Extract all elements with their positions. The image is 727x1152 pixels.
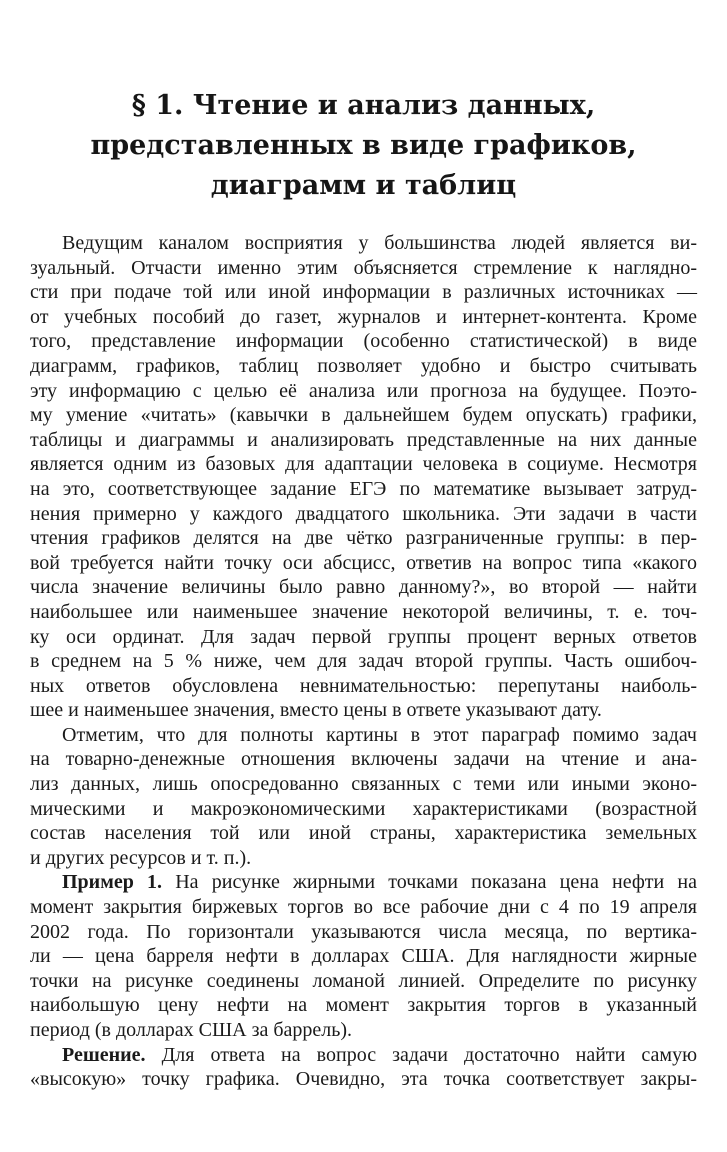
body-text bbox=[30, 231, 697, 1092]
example-first-line: На рисунке жирными точками показана цена нефти на bbox=[175, 871, 698, 894]
text-line: в среднем на 5 % ниже, чем для задач второй группы. Часть ошибоч- bbox=[30, 650, 697, 673]
text-line: и других ресурсов и т. п.). bbox=[30, 846, 252, 869]
section-title-line-2: представленных в виде графиков, bbox=[90, 130, 637, 161]
text-line: лиз данных, лишь опосредованно связанных с теми или иными эконо- bbox=[30, 773, 697, 796]
section-title-line-1: § 1. Чтение и анализ данных, bbox=[131, 90, 596, 121]
text-line: эту информацию с целью её анализа или прогноза на будущее. Поэто- bbox=[30, 379, 697, 402]
text-line: является одним из базовых для адаптации человека в социуме. Несмотря bbox=[30, 453, 697, 476]
section-title bbox=[40, 86, 687, 206]
text-line: Отметим, что для полноты картины в этот параграф помимо задач bbox=[62, 723, 697, 746]
text-line: мическими и макроэкономическими характеристиками (возрастной bbox=[30, 797, 697, 820]
example-1 bbox=[30, 870, 697, 1042]
text-line bbox=[30, 1043, 697, 1068]
paragraph-intro bbox=[30, 231, 697, 723]
paragraph-scope bbox=[30, 723, 697, 871]
text-line: период (в долларах США за баррель). bbox=[30, 1019, 353, 1041]
example-label: Пример 1. bbox=[62, 871, 163, 894]
text-line: того, представление информации (особенно статистической) в виде bbox=[30, 330, 697, 353]
text-line: от учебных пособий до газет, журналов и интернет-контента. Кроме bbox=[30, 305, 697, 328]
text-line: наибольшую цену нефти на момент закрытия торгов в указанный bbox=[30, 994, 697, 1017]
text-line: таблицы и диаграммы и анализировать представленные на них данные bbox=[30, 428, 697, 451]
text-line: числа значение величины было равно данному?», во второй — найти bbox=[30, 576, 697, 599]
text-line: шее и наименьшее значения, вместо цены в ответе указывают дату. bbox=[30, 699, 602, 722]
text-line: ных ответов обусловлена невнимательностью: перепутаны наиболь- bbox=[30, 674, 697, 697]
text-line: вой требуется найти точку оси абсцисс, ответив на вопрос типа «какого bbox=[30, 551, 697, 574]
text-line: момент закрытия биржевых торгов во все рабочие дни с 4 по 19 апреля bbox=[30, 896, 697, 919]
text-line: чтения графиков делятся на две чётко разграниченные группы: в пер- bbox=[30, 527, 697, 550]
solution-label: Решение. bbox=[62, 1043, 146, 1066]
text-line: 2002 года. По горизонтали указываются числа месяца, по вертика- bbox=[30, 920, 697, 943]
text-line: нения примерно у каждого двадцатого школьника. Эти задачи в части bbox=[30, 502, 697, 525]
text-line: Ведущим каналом восприятия у большинства людей является ви- bbox=[62, 232, 697, 254]
text-line: диаграмм, графиков, таблиц позволяет удобно и быстро считывать bbox=[30, 354, 697, 377]
text-line: сти при подаче той или иной информации в различных источниках — bbox=[30, 281, 697, 304]
text-line: наибольшее или наименьшее значение некоторой величины, т. е. точ- bbox=[30, 600, 697, 623]
section-title-line-3: диаграмм и таблиц bbox=[210, 170, 517, 201]
text-line: ли — цена барреля нефти в долларах США. Для наглядности жирные bbox=[30, 945, 697, 968]
text-line: на это, соответствующее задание ЕГЭ по математике вызывает затруд- bbox=[30, 477, 697, 500]
solution bbox=[30, 1043, 697, 1092]
solution-first-line: Для ответа на вопрос задачи достаточно найти самую bbox=[161, 1043, 698, 1066]
text-line bbox=[30, 870, 697, 895]
text-line: «высокую» точку графика. Очевидно, эта точка соответствует закры- bbox=[30, 1068, 697, 1091]
text-line: ку оси ординат. Для задач первой группы процент верных ответов bbox=[30, 625, 697, 648]
text-line: состав населения той или иной страны, характеристика земельных bbox=[30, 822, 697, 845]
text-line: на товарно-денежные отношения включены задачи на чтение и ана- bbox=[30, 748, 697, 771]
text-line: точки на рисунке соединены ломаной линией. Определите по рисунку bbox=[30, 969, 697, 992]
text-line: му умение «читать» (кавычки в дальнейшем будем опускать) графики, bbox=[30, 404, 697, 427]
text-line: зуальный. Отчасти именно этим объясняется стремление к наглядно- bbox=[30, 256, 697, 279]
